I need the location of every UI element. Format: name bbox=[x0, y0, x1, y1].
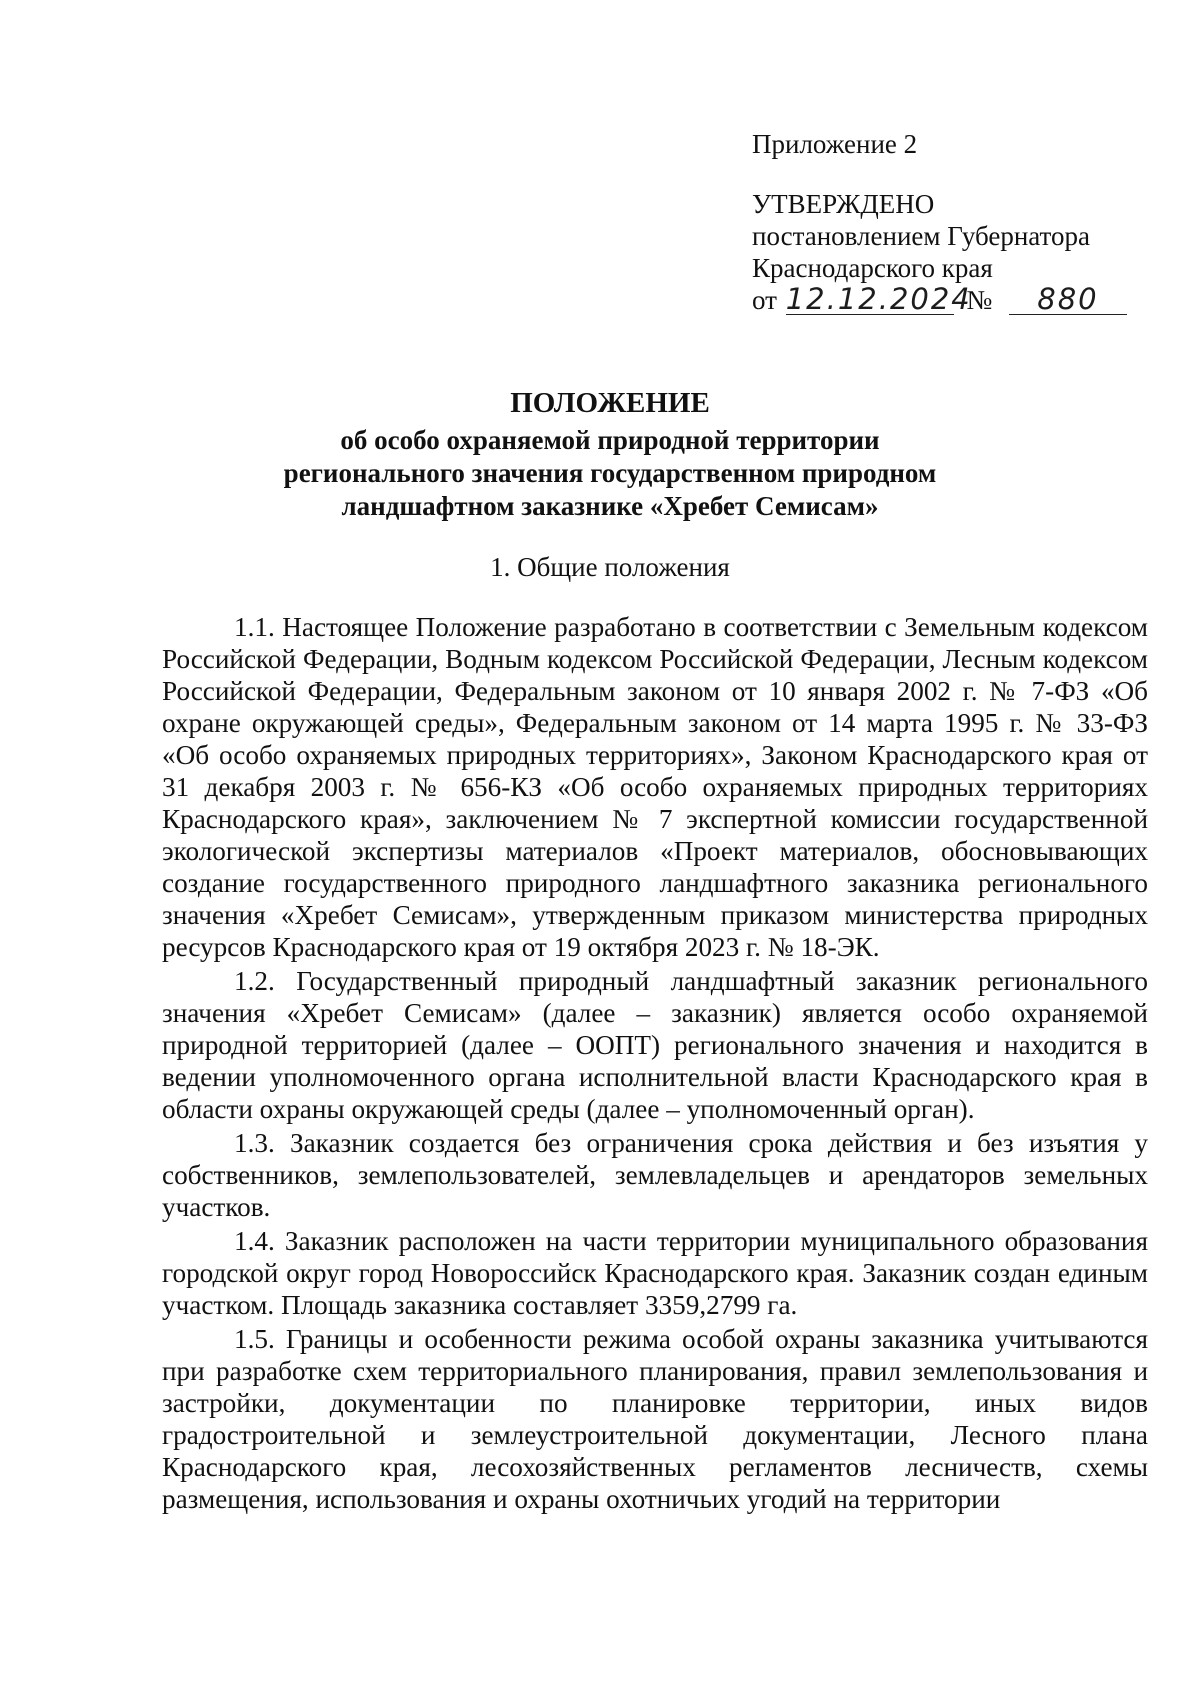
approval-line-1: постановлением Губернатора bbox=[752, 221, 1090, 251]
approval-block bbox=[752, 128, 1172, 316]
approval-date-line bbox=[752, 284, 1172, 316]
document-body bbox=[162, 611, 1148, 1517]
date-prefix: от bbox=[752, 285, 777, 315]
document-title bbox=[160, 387, 1060, 523]
paragraph-1-1: 1.1. Настоящее Положение разработано в соответствии с Земельным кодексом Российской Федерации, Водным кодексом Российской Федерации, Лесным кодексом Российской Федерации, Федеральным законом от 10 января 2002 г. № 7-ФЗ «Об охране окружающей среды», Федеральным законом от 14 марта 1995 г. № 33-ФЗ «Об особо охраняемых природных территориях», Законом Краснодарского края от 31 декабря 2003 г. № 656-КЗ «Об особо охраняемых природных территориях Краснодарского края», заключением № 7 экспертной комиссии государственной экологической экспертизы материалов «Проект материалов, обосновывающих создание государственного природного ландшафтного заказника регионального значения «Хребет Семисам», утвержденным приказом министерства природных ресурсов Краснодарского края от 19 октября 2023 г. № 18-ЭК. bbox=[162, 612, 1148, 962]
approval-line-2: Краснодарского края bbox=[752, 253, 993, 283]
title-line-2: регионального значения государственном природном bbox=[283, 458, 937, 488]
title-line-3: ландшафтном заказнике «Хребет Семисам» bbox=[341, 491, 879, 521]
title-line-1: об особо охраняемой природной территории bbox=[340, 425, 880, 455]
paragraph-1-4: 1.4. Заказник расположен на части территории муниципального образования городской округ город Новороссийск Краснодарского края. Заказник создан единым участком. Площадь заказника составляет 3359,2799 га. bbox=[162, 1226, 1148, 1320]
approved-stamp-text: УТВЕРЖДЕНО bbox=[752, 189, 935, 219]
handwritten-number: 880 bbox=[1009, 284, 1127, 315]
title-main: ПОЛОЖЕНИЕ bbox=[510, 387, 710, 419]
section-heading: 1. Общие положения bbox=[490, 552, 730, 582]
number-label: № bbox=[966, 285, 993, 315]
paragraph-1-2: 1.2. Государственный природный ландшафтный заказник регионального значения «Хребет Семисам» (далее – заказник) является особо охраняемой природной территорией (далее – ООПТ) регионального значения и находится в ведении уполномоченного органа исполнительной власти Краснодарского края в области охраны окружающей среды (далее – уполномоченный орган). bbox=[162, 966, 1148, 1124]
paragraph-1-5: 1.5. Границы и особенности режима особой охраны заказника учитываются при разработке схем территориального планирования, правил землепользования и застройки, документации по планировке территории, иных видов градостроительной и землеустроительной документации, Лесного плана Краснодарского края, лесохозяйственных регламентов лесничеств, схемы размещения, использования и охраны охотничьих угодий на территории bbox=[162, 1324, 1148, 1514]
paragraph-1-3: 1.3. Заказник создается без ограничения срока действия и без изъятия у собственников, землепользователей, землевладельцев и арендаторов земельных участков. bbox=[162, 1128, 1148, 1222]
handwritten-date: 12.12.2024 bbox=[785, 282, 972, 316]
appendix-label: Приложение 2 bbox=[752, 129, 918, 159]
